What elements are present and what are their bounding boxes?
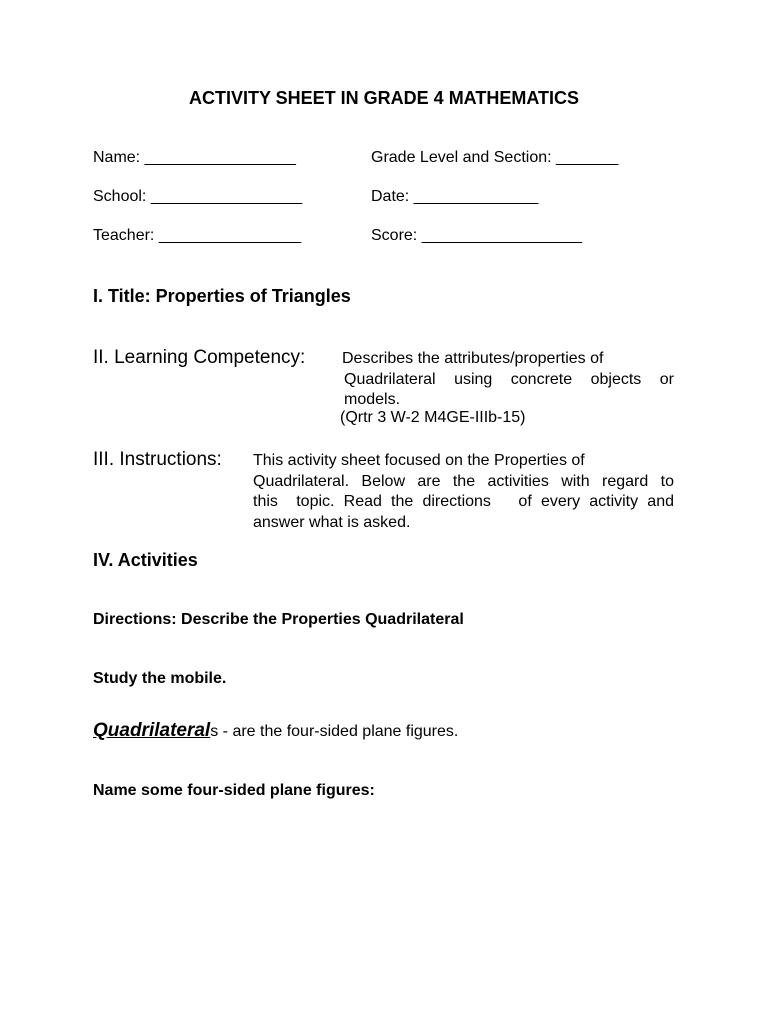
instructions-line: this topic. Read the directions of every activity and [253,493,674,510]
study-mobile-text: Study the mobile. [93,670,227,687]
learning-competency-text [344,349,674,411]
competency-line: Describes the attributes/properties of [342,350,604,367]
instructions-line: This activity sheet focused on the Properties of [253,452,585,469]
name-figures-prompt: Name some four-sided plane figures: [93,782,375,799]
quadrilateral-definition [93,720,458,742]
date-field: Date: ______________ [371,188,539,205]
score-field: Score: __________________ [371,227,582,244]
instructions-line: answer what is asked. [253,513,411,531]
page-title: ACTIVITY SHEET IN GRADE 4 MATHEMATICS [188,88,580,108]
instructions-heading: III. Instructions: [93,449,222,470]
school-field: School: _________________ [93,188,303,205]
name-field: Name: _________________ [93,149,296,166]
competency-line: Quadrilateral using concrete objects or [344,370,674,388]
section-title-heading: I. Title: Properties of Triangles [93,286,351,306]
quadrilateral-term: Quadrilateral [93,720,211,741]
teacher-field: Teacher: ________________ [93,227,302,244]
activities-heading: IV. Activities [93,550,198,570]
directions-text: Directions: Describe the Properties Quadrilateral [93,611,464,628]
quadrilateral-definition-text: s - are the four-sided plane figures. [210,723,459,740]
instructions-line: Quadrilateral. Below are the activities with regard to [253,472,674,490]
learning-competency-heading: II. Learning Competency: [93,347,306,368]
competency-line: models. [344,391,401,408]
grade-level-section-field: Grade Level and Section: _______ [371,149,619,166]
instructions-text [253,451,674,533]
competency-code: (Qrtr 3 W-2 M4GE-IIIb-15) [340,409,526,426]
